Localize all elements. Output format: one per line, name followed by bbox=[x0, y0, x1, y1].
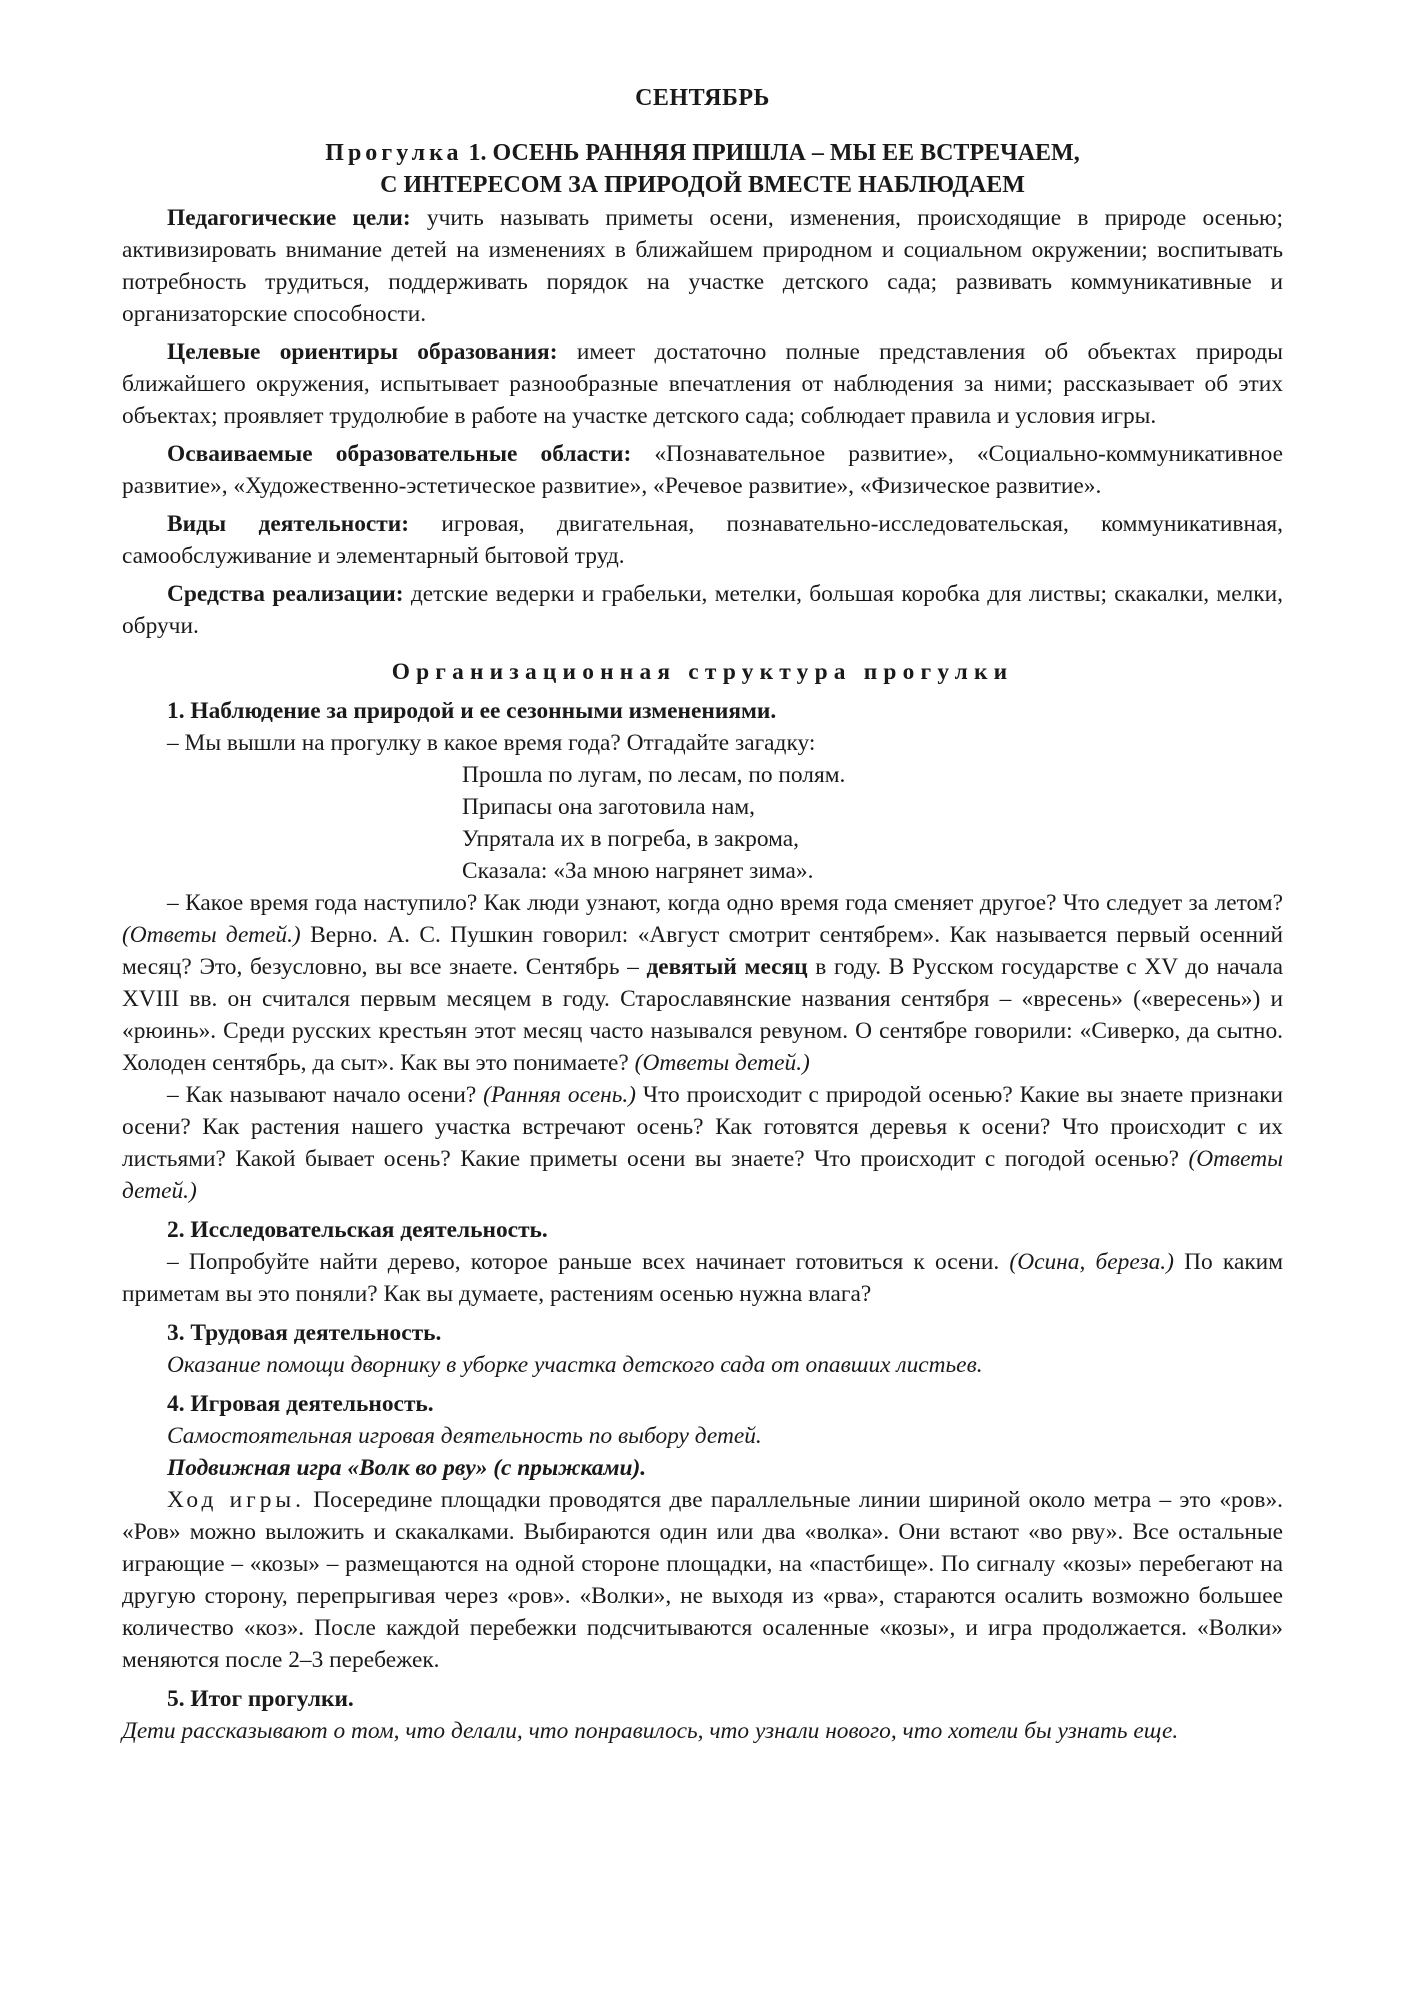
areas-text: «Познавательное развитие», «Социально-коммуникативное развитие», «Художественно-эстетическое развитие», «Речевое развитие», «Физическое развитие». bbox=[122, 441, 1283, 499]
poem-line: Прошла по лугам, по лесам, по полям. bbox=[462, 762, 846, 788]
italic-remark: (Осина, береза.) bbox=[1009, 1249, 1174, 1275]
activities-text: игровая, двигательная, познавательно-исследовательская, коммуникативная, самообслуживание и элементарный бытовой труд. bbox=[122, 511, 1283, 569]
goals-label: Педагогические цели: bbox=[167, 205, 411, 231]
walk-title-line-1 bbox=[122, 138, 1283, 168]
italic-remark: (Ответы детей.) bbox=[122, 1146, 1283, 1204]
text-span: Верно. А. С. Пушкин говорил: «Август смотрит сентябрем». Как называется первый осенний месяц? Это, безусловно, вы все знаете. Сентябрь – bbox=[122, 922, 1283, 980]
section-3-text: Оказание помощи дворнику в уборке участка детского сада от опавших листьев. bbox=[167, 1352, 983, 1378]
section-1-question: – Мы вышли на прогулку в какое время года? Отгадайте загадку: bbox=[167, 730, 816, 756]
italic-remark: (Ответы детей.) bbox=[634, 1050, 810, 1076]
game-label: Ход игры. bbox=[167, 1487, 305, 1513]
game-text: Посередине площадки проводятся две параллельные линии шириной около метра – это «ров». «Ров» можно выложить и скакалками. Выбираются один или два «волка». Они встают «во рву». Все остальные играющие – «козы» – размещаются на одной стороне площадки, на «пастбище». По сигналу «козы» перебегают на другую сторону, перепрыгивая через «ров». «Волки», не выходя из «рва», стараются осалить возможно большее количество «коз». После каждой перебежки подсчитываются осаленные «козы», и игра продолжается. «Волки» меняются после 2–3 перебежек. bbox=[122, 1487, 1283, 1673]
italic-remark: (Ранняя осень.) bbox=[483, 1082, 636, 1108]
targets-paragraph bbox=[122, 336, 1283, 432]
walk-label: Прогулка bbox=[325, 140, 463, 166]
bold-term: девятый месяц bbox=[646, 954, 808, 980]
section-5-heading: 5. Итог прогулки. bbox=[167, 1686, 354, 1712]
targets-text: имеет достаточно полные представления об объектах природы ближайшего окружения, испытывает разнообразные впечатления от наблюдения за ними; рассказывает об этих объектах; проявляет трудолюбие в работе на участке детского сада; соблюдает правила и условия игры. bbox=[122, 339, 1283, 429]
section-2-heading: 2. Исследовательская деятельность. bbox=[167, 1217, 548, 1243]
areas-label: Осваиваемые образовательные области: bbox=[167, 441, 632, 467]
means-text: детские ведерки и грабельки, метелки, большая коробка для листвы; скакалки, мелки, обручи. bbox=[122, 581, 1283, 639]
section-4-heading: 4. Игровая деятельность. bbox=[167, 1391, 434, 1417]
goals-text: учить называть приметы осени, изменения, происходящие в природе осенью; активизировать внимание детей на изменениях в ближайшем природном и социальном окружении; воспитывать потребность трудиться, поддерживать порядок на участке детского сада; развивать коммуникативные и организаторские способности. bbox=[122, 205, 1283, 327]
italic-remark: (Ответы детей.) bbox=[122, 922, 301, 948]
document-page bbox=[122, 82, 1283, 1747]
section-5-text: Дети рассказывают о том, что делали, что понравилось, что узнали нового, что хотели бы узнать еще. bbox=[122, 1718, 1179, 1744]
goals-paragraph bbox=[122, 202, 1283, 330]
game-title: Подвижная игра «Волк во рву» (с прыжками). bbox=[167, 1455, 647, 1481]
means-label: Средства реализации: bbox=[167, 581, 404, 607]
section-2-paragraph bbox=[122, 1246, 1283, 1310]
poem-line: Сказала: «За мною нагрянет зима». bbox=[462, 858, 814, 884]
text-span: – Как называют начало осени? bbox=[167, 1082, 484, 1108]
poem-line: Упрятала их в погреба, в закрома, bbox=[462, 826, 799, 852]
activities-label: Виды деятельности: bbox=[167, 511, 410, 537]
section-1-paragraph-2 bbox=[122, 1079, 1283, 1207]
text-span: Что происходит с природой осенью? Какие вы знаете признаки осени? Как растения нашего участка встречают осень? Как готовятся деревья к осени? Что происходит с их листьями? Какой бывает осень? Какие приметы осени вы знаете? Что происходит с погодой осенью? bbox=[122, 1082, 1283, 1172]
section-4-text: Самостоятельная игровая деятельность по выбору детей. bbox=[167, 1423, 762, 1449]
section-1-heading: 1. Наблюдение за природой и ее сезонными изменениями. bbox=[167, 698, 777, 724]
game-description bbox=[122, 1484, 1283, 1676]
text-span: По каким приметам вы это поняли? Как вы думаете, растениям осенью нужна влага? bbox=[122, 1249, 1284, 1307]
targets-label: Целевые ориентиры образования: bbox=[167, 339, 558, 365]
walk-title-text-1: 1. ОСЕНЬ РАННЯЯ ПРИШЛА – МЫ ЕЕ ВСТРЕЧАЕМ, bbox=[468, 140, 1080, 166]
areas-paragraph bbox=[122, 438, 1283, 502]
month-heading: СЕНТЯБРЬ bbox=[635, 85, 770, 111]
activities-paragraph bbox=[122, 508, 1283, 572]
poem-line: Припасы она заготовила нам, bbox=[462, 794, 756, 820]
text-span: в году. В Русском государстве с XV до начала XVIII вв. он считался первым месяцем в году. Старославянские названия сентября – «вресень» («вересень») и «рюинь». Среди русских крестьян этот месяц часто назывался ревуном. О сентябре говорили: «Сиверко, да сытно. Холоден сентябрь, да сыт». Как вы это понимаете? bbox=[122, 954, 1283, 1076]
section-1-paragraph-1 bbox=[122, 887, 1283, 1079]
text-span: – Какое время года наступило? Как люди узнают, когда одно время года сменяет другое? Что следует за летом? bbox=[167, 890, 1283, 916]
structure-heading: Организационная структура прогулки bbox=[391, 659, 1014, 685]
text-span: – Попробуйте найти дерево, которое раньше всех начинает готовиться к осени. bbox=[167, 1249, 1010, 1275]
means-paragraph bbox=[122, 578, 1283, 642]
riddle-poem bbox=[462, 759, 1283, 887]
section-3-heading: 3. Трудовая деятельность. bbox=[167, 1320, 442, 1346]
walk-title-line-2: С ИНТЕРЕСОМ ЗА ПРИРОДОЙ ВМЕСТЕ НАБЛЮДАЕМ bbox=[380, 172, 1025, 198]
